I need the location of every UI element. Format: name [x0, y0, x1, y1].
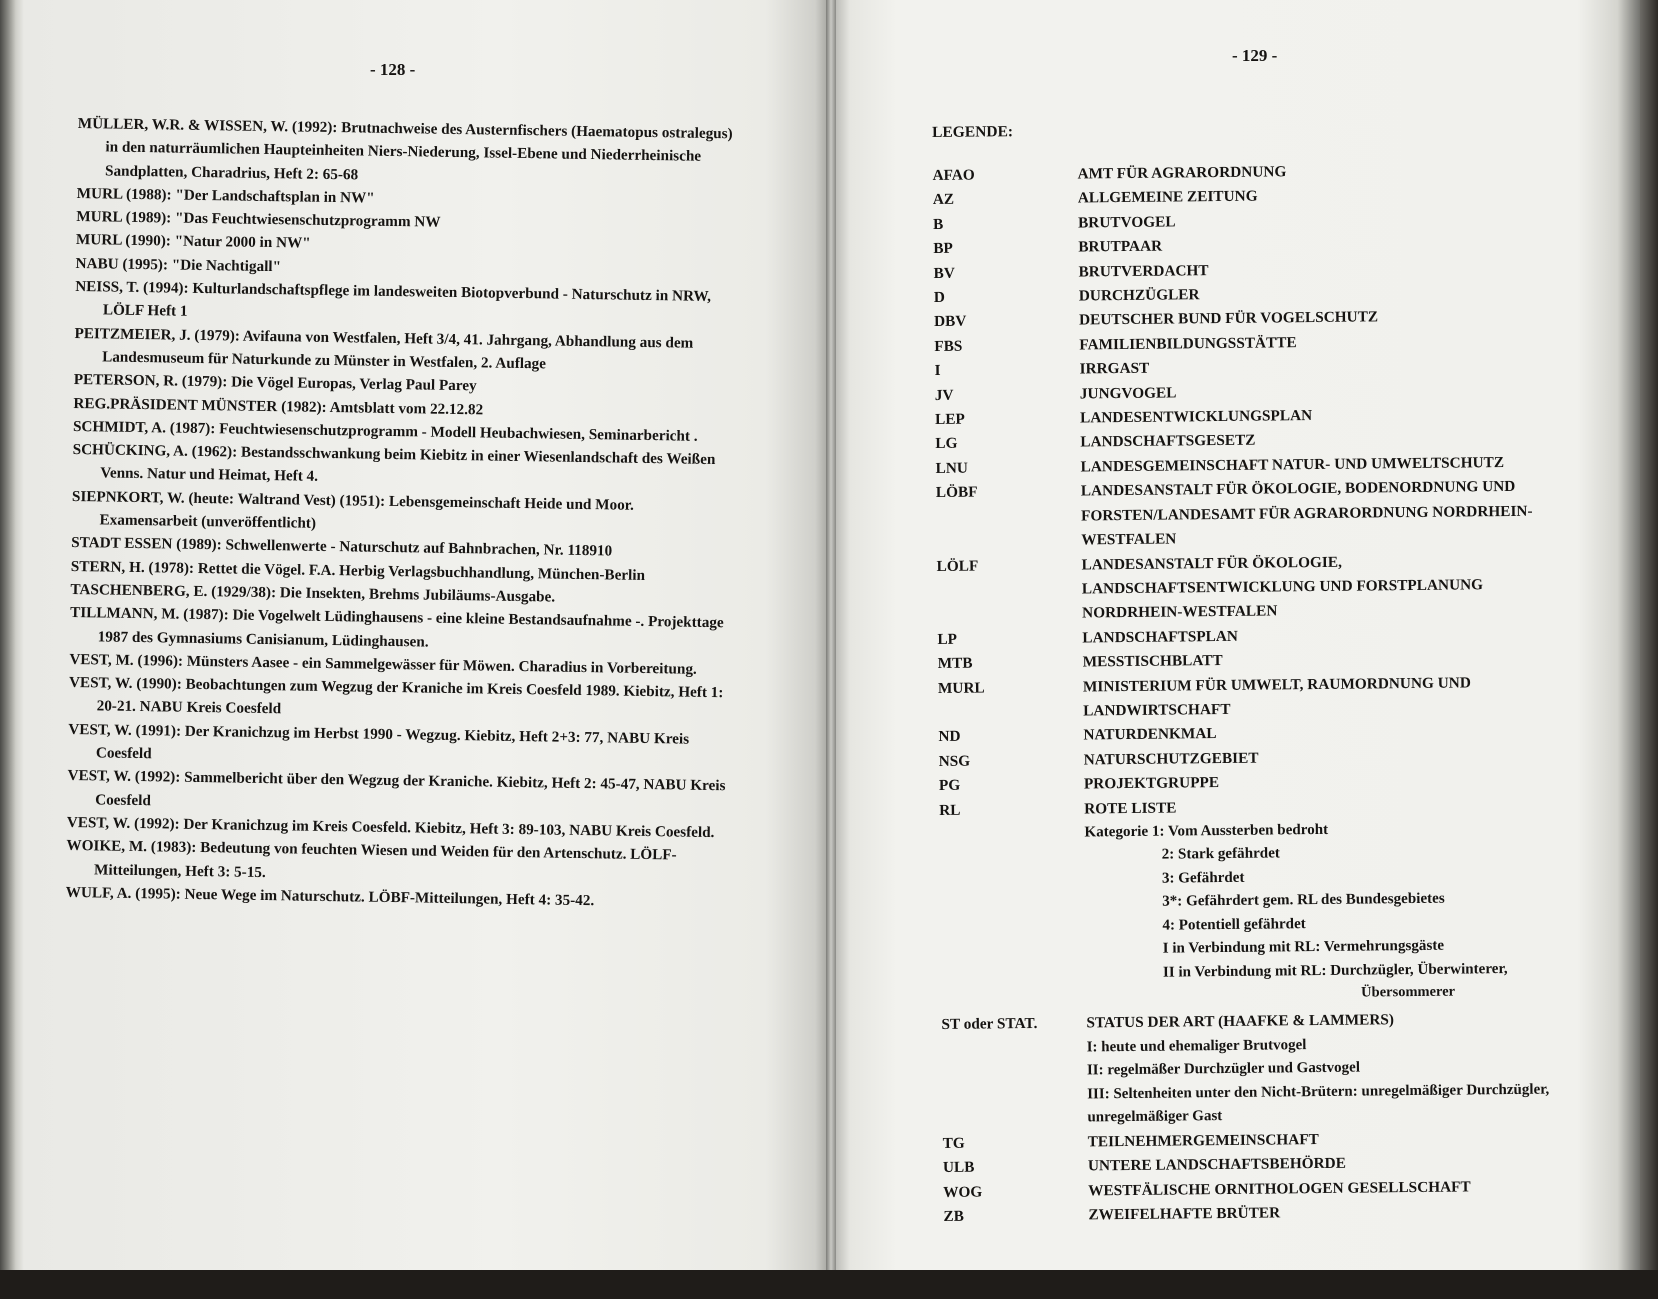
legend-abbr: PG — [938, 776, 961, 795]
legend-abbr: ST oder STAT. — [941, 1015, 1038, 1034]
legend-definition: DEUTSCHER BUND FÜR VOGELSCHUTZ — [1078, 308, 1379, 329]
legend-abbr: LÖBF — [935, 483, 978, 502]
legend-definition: TEILNEHMERGEMEINSCHAFT — [1087, 1130, 1319, 1151]
reference-entry: PETERSON, R. (1979): Die Vögel Europas, Verlag Paul Parey — [73, 371, 477, 395]
legend-definition: JUNGVOGEL — [1079, 384, 1177, 403]
reference-entry: MURL (1990): "Natur 2000 in NW" — [75, 231, 311, 253]
reference-entry: VEST, W. (1992): Der Kranichzug im Kreis Coesfeld. Kiebitz, Heft 3: 89-103, NABU Kreis Coesfeld. — [66, 813, 715, 841]
legend-abbr: LNU — [935, 459, 968, 477]
legend-definition: WESTFÄLISCHE ORNITHOLOGEN GESELLSCHAFT — [1088, 1178, 1471, 1200]
rl-category-item: 2: Stark gefährdet — [1161, 845, 1280, 864]
rl-category-head: Kategorie 1: Vom Aussterben bedroht — [1084, 821, 1329, 841]
rl-category-item: 3: Gefährdet — [1161, 869, 1245, 887]
legend-abbr: ND — [938, 728, 961, 746]
legend-definition: IRRGAST — [1079, 359, 1150, 378]
reference-entry: VEST, W. (1991): Der Kranichzug im Herbst 1990 - Wegzug. Kiebitz, Heft 2+3: 77, NABU Kreis Coesfeld — [68, 720, 690, 763]
status-line: I: heute und ehemaliger Brutvogel — [1086, 1037, 1307, 1056]
legend-definition: ROTE LISTE — [1084, 799, 1177, 818]
reference-entry: PEITZMEIER, J. (1979): Avifauna von Westfalen, Heft 3/4, 41. Jahrgang, Abhandlung aus dem Landesmuseum für Naturkunde zu Münster in Westfalen, 2. Auflage — [74, 324, 694, 373]
legend-abbr: LEP — [935, 410, 965, 429]
legend-abbr: LP — [937, 630, 958, 648]
legend-abbr: ULB — [942, 1158, 975, 1177]
legend-row — [938, 670, 1578, 726]
rl-category-list — [940, 840, 1581, 988]
rl-category-item: I in Verbindung mit RL: Vermehrungsgäste — [1162, 938, 1445, 958]
reference-entry: SCHÜCKING, A. (1962): Bestandsschwankung beim Kiebitz in einer Wiesenlandschaft des Weißen Venns. Natur und Heimat, Heft 4. — [72, 441, 716, 486]
reference-entry: MÜLLER, W.R. & WISSEN, W. (1992): Brutnachweise des Austernfischers (Haematopus ostralegus) in den naturräumlichen Haupteinheiten Niers-Niederung, Issel-Ebene und Niederrheinische Sandplatten, Charadrius, Heft 2: 65-68 — [77, 114, 733, 184]
legend-definition: MESSTISCHBLATT — [1082, 652, 1223, 671]
legend-definition: PROJEKTGRUPPE — [1083, 774, 1220, 793]
reference-entry: WOIKE, M. (1983): Bedeutung von feuchten Wiesen und Weiden für den Artenschutz. LÖLF-Mitteilungen, Heft 3: 5-15. — [66, 837, 677, 881]
legend-definition: LANDSCHAFTSPLAN — [1082, 627, 1239, 647]
legend-definition: NATURSCHUTZGEBIET — [1083, 749, 1259, 769]
bibliography-list — [66, 112, 738, 914]
reference-entry: NABU (1995): "Die Nachtigall" — [75, 254, 282, 275]
reference-entry: TILLMANN, M. (1987): Die Vogelwelt Lüdinghausens - eine kleine Bestandsaufnahme -. Projekttage 1987 des Gymnasiums Canisianum, Lüdinghausen. — [70, 604, 724, 651]
legend-abbr: AFAO — [932, 166, 975, 184]
reference-entry: WULF, A. (1995): Neue Wege im Naturschutz. LÖBF-Mitteilungen, Heft 4: 35-42. — [65, 883, 595, 910]
scan-bottom-edge — [0, 1270, 1658, 1299]
legend-definition: ZWEIFELHAFTE BRÜTER — [1088, 1204, 1281, 1224]
legend-definition: DURCHZÜGLER — [1078, 286, 1200, 305]
legend-abbr: DBV — [933, 313, 967, 331]
legend-abbr: FBS — [934, 337, 963, 355]
legend-abbr: TG — [942, 1134, 965, 1152]
legend-definition: UNTERE LANDSCHAFTSBEHÖRDE — [1087, 1155, 1346, 1175]
page-number-right: - 129 - — [1232, 46, 1278, 65]
legend-abbr: RL — [939, 801, 961, 819]
rl-category-item: II in Verbindung mit RL: Durchzügler, Überwinterer, — [1162, 960, 1508, 981]
reference-entry: MURL (1988): "Der Landschaftsplan in NW" — [76, 184, 375, 207]
legend-definition: LANDESANSTALT FÜR ÖKOLOGIE, BODENORDNUNG UND FORSTEN/LANDESAMT FÜR AGRARORDNUNG NORDRHEIN-WESTFALEN — [1080, 478, 1533, 549]
legend-abbr: ZB — [943, 1207, 964, 1226]
legend-abbr: I — [934, 362, 941, 380]
legend-entries-a — [932, 157, 1579, 823]
right-page — [832, 0, 1642, 1299]
legend-definition: LANDESANSTALT FÜR ÖKOLOGIE, LANDSCHAFTSENTWICKLUNG UND FORSTPLANUNG NORDRHEIN-WESTFALEN — [1081, 553, 1484, 622]
legend-definition: ALLGEMEINE ZEITUNG — [1077, 188, 1258, 207]
legend-definition: LANDSCHAFTSGESETZ — [1080, 432, 1256, 451]
legend-definition: BRUTPAAR — [1078, 237, 1163, 256]
status-lines — [942, 1031, 1583, 1132]
legend-abbr: JV — [934, 386, 954, 404]
reference-entry: NEISS, T. (1994): Kulturlandschaftspflege im landesweiten Biotopverbund - Naturschutz in NRW, LÖLF Heft 1 — [75, 278, 712, 321]
legend-definition: STATUS DER ART (HAAFKE & LAMMERS) — [1086, 1011, 1395, 1032]
legend-row — [937, 548, 1578, 628]
rl-category-item: 3*: Gefährdert gem. RL des Bundesgebietes — [1162, 891, 1445, 911]
legend-abbr: LÖLF — [936, 557, 979, 575]
legend-row — [936, 475, 1577, 555]
legend-entries-b — [943, 1125, 1584, 1229]
legend-definition: NATURDENKMAL — [1083, 725, 1217, 744]
reference-entry: VEST, W. (1990): Beobachtungen zum Wegzug der Kraniche im Kreis Coesfeld 1989. Kiebitz, Heft 1: 20-21. NABU Kreis Coesfeld — [68, 674, 724, 718]
reference-entry: STERN, H. (1978): Rettet die Vögel. F.A. Herbig Verlagsbuchhandlung, München-Berlin — [70, 557, 646, 584]
reference-entry: SIEPNKORT, W. (heute: Waltrand Vest) (1951): Lebensgemeinschaft Heide und Moor. Examensarbeit (unveröffentlicht) — [71, 487, 635, 532]
legend-abbr: B — [932, 215, 944, 233]
legend-abbr: BV — [933, 264, 955, 282]
legend-abbr: AZ — [932, 191, 955, 209]
page-number-left: - 128 - — [370, 60, 416, 79]
reference-entry: VEST, M. (1996): Münsters Aasee - ein Sammelgewässer für Möwen. Charadius in Vorbereitung. — [69, 650, 697, 678]
page-edge-shadow — [1640, 0, 1658, 1299]
legend-definition: FAMILIENBILDUNGSSTÄTTE — [1079, 334, 1297, 354]
reference-entry: STADT ESSEN (1989): Schwellenwerte - Naturschutz auf Bahnbrachen, Nr. 118910 — [71, 534, 613, 560]
reference-entry: TASCHENBERG, E. (1929/38): Die Insekten, Brehms Jubiläums-Ausgabe. — [70, 580, 556, 606]
status-line: III: Seltenheiten unter den Nicht-Brütern: unregelmäßiger Durchzügler, unregelmäßiger Gast — [1087, 1081, 1550, 1126]
book-spine — [826, 0, 836, 1299]
legend-definition: LANDESGEMEINSCHAFT NATUR- UND UMWELTSCHUTZ — [1080, 453, 1505, 476]
legend-abbr: BP — [933, 240, 953, 258]
legend-abbr: LG — [935, 435, 958, 453]
legend-definition: MINISTERIUM FÜR UMWELT, RAUMORDNUNG UND LANDWIRTSCHAFT — [1082, 673, 1471, 720]
legend-definition: BRUTVERDACHT — [1078, 261, 1209, 281]
legend-definition: AMT FÜR AGRARORDNUNG — [1077, 163, 1287, 183]
legend-abbr: D — [933, 288, 945, 307]
legend-abbr: MTB — [937, 654, 973, 673]
legend-abbr: WOG — [943, 1183, 983, 1201]
reference-entry: VEST, W. (1992): Sammelbericht über den Wegzug der Kraniche. Kiebitz, Heft 2: 45-47, NABU Kreis Coesfeld — [67, 767, 726, 809]
status-line: II: regelmäßer Durchzügler und Gastvogel — [1086, 1059, 1361, 1079]
legend-title: LEGENDE: — [932, 123, 1014, 141]
reference-entry: REG.PRÄSIDENT MÜNSTER (1982): Amtsblatt vom 22.12.82 — [73, 394, 484, 418]
legend-abbr: MURL — [937, 679, 985, 697]
rl-category-item: 4: Potentiell gefährdet — [1162, 916, 1306, 934]
reference-entry: SCHMIDT, A. (1987): Feuchtwiesenschutzprogramm - Modell Heubachwiesen, Seminarbericht . — [72, 417, 698, 445]
legend-definition: LANDESENTWICKLUNGSPLAN — [1079, 407, 1313, 427]
rl-category-continuation: Übersommerer — [1361, 984, 1456, 1002]
abbreviation-legend — [932, 117, 1584, 1229]
reference-entry: MURL (1989): "Das Feuchtwiesenschutzprogramm NW — [76, 208, 441, 231]
legend-definition: BRUTVOGEL — [1077, 213, 1176, 232]
legend-abbr: NSG — [938, 752, 971, 770]
